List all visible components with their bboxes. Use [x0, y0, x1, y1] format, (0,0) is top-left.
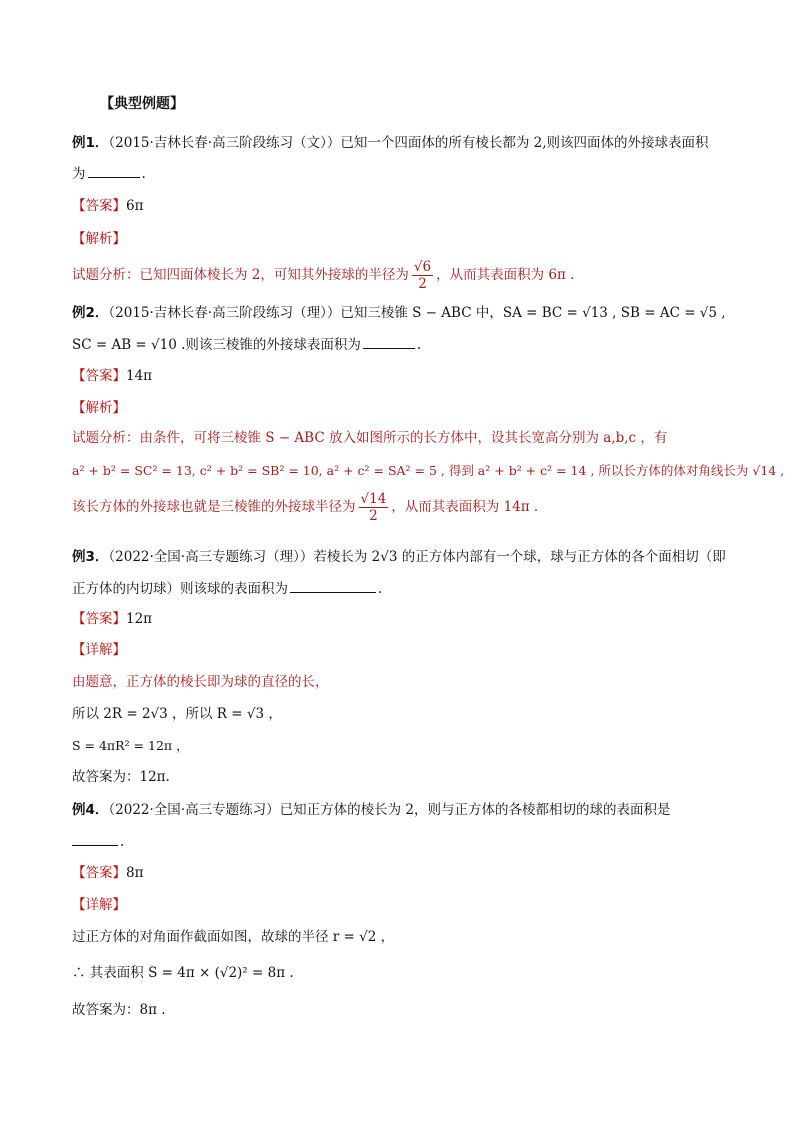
ex4-detail-line2: ∴ 其表面积 S = 4π × (√2)² = 8π .	[72, 965, 294, 981]
ex4-prefix: 例4．	[72, 802, 109, 818]
ex1-fraction	[412, 259, 433, 292]
detail-tag: 【详解】	[72, 897, 126, 913]
ex3-detail-line4: 故答案为：12π.	[72, 769, 170, 785]
answer-tag: 【答案】	[72, 198, 126, 214]
section-title: 【典型例题】	[100, 96, 184, 112]
ex3-answer: 12π	[126, 611, 153, 627]
ex1-question-line2	[72, 163, 146, 184]
ex1-analysis-tag-row	[72, 229, 126, 249]
detail-tag: 【详解】	[72, 642, 126, 658]
ex3-line1: （2022·全国·高三专题练习（理））若棱长为 2√3 的正方体内部有一个球，球与正方体的各个面相切（即	[108, 549, 726, 565]
ex1-line2-pre: 为	[72, 166, 86, 182]
ex4-detail-tag-row	[72, 895, 126, 915]
answer-tag: 【答案】	[72, 368, 126, 384]
answer-tag: 【答案】	[72, 611, 126, 627]
ex4-line2-post: .	[120, 834, 125, 850]
ex1-line1: （2015·吉林长春·高三阶段练习（文））已知一个四面体的所有棱长都为 2,则该四面体的外接球表面积	[108, 135, 709, 151]
ex3-detail-line3: S = 4πR² = 12π ，	[72, 738, 189, 753]
answer-tag: 【答案】	[72, 865, 126, 881]
answer-blank	[363, 334, 415, 349]
ex2-question-line1	[72, 303, 726, 323]
ex1-answer-row	[72, 196, 143, 216]
ex1-analysis-post: ，从而其表面积为 6π .	[436, 267, 575, 283]
ex1-analysis	[72, 258, 574, 292]
analysis-tag: 【解析】	[72, 400, 126, 416]
ex1-analysis-pre: 试题分析：已知四面体棱长为 2，可知其外接球的半径为	[72, 267, 409, 283]
ex1-answer: 6π	[126, 198, 144, 214]
ex2-analysis-line3-pre: 该长方体的外接球也就是三棱锥的外接球半径为	[72, 499, 356, 515]
ex2-line1: （2015·吉林长春·高三阶段练习（理））已知三棱锥 S − ABC 中，SA = BC = √13 , SB = AC = √5 ,	[108, 305, 726, 321]
ex3-question-line1	[72, 547, 726, 567]
ex3-detail-line2: 所以 2R = 2√3 ，所以 R = √3 ，	[72, 706, 282, 722]
analysis-tag: 【解析】	[72, 231, 126, 247]
ex3-line2-post: .	[378, 581, 383, 597]
ex3-answer-row	[72, 609, 152, 629]
ex4-answer: 8π	[126, 865, 144, 881]
ex2-analysis-line1: 试题分析：由条件，可将三棱锥 S − ABC 放入如图所示的长方体中，设其长宽高分别为 a,b,c ，有	[72, 430, 668, 446]
ex2-analysis-line2: a² + b² = SC² = 13, c² + b² = SB² = 10, a² + c² = SA² = 5 , 得到 a² + b² + c² = 14 , 所以长方体的体对角线长为 √14 ,	[72, 463, 785, 478]
ex1-question-line1	[72, 133, 709, 153]
ex4-detail-line1: 过正方体的对角面作截面如图，故球的半径 r = √2 ，	[72, 929, 395, 945]
ex2-frac-num: √14	[360, 491, 387, 507]
ex2-analysis-tag-row	[72, 398, 126, 418]
ex3-detail-tag-row	[72, 640, 126, 660]
ex4-line1: （2022·全国·高三专题练习）已知正方体的棱长为 2，则与正方体的各棱都相切的球的表面积是	[108, 802, 671, 818]
answer-blank	[88, 163, 140, 178]
ex2-line2-pre: SC = AB = √10 .则该三棱锥的外接球表面积为	[72, 337, 361, 353]
ex1-frac-num: √6	[413, 259, 432, 275]
ex2-frac-den: 2	[369, 508, 378, 524]
ex3-prefix: 例3．	[72, 549, 109, 565]
ex1-prefix: 例1．	[72, 135, 109, 151]
ex1-frac-den: 2	[418, 276, 427, 292]
ex2-line2-post: .	[416, 337, 422, 353]
ex2-prefix: 例2．	[72, 305, 109, 321]
answer-blank	[290, 578, 376, 593]
ex2-analysis-line3	[72, 490, 538, 524]
ex4-answer-row	[72, 863, 143, 883]
ex4-detail-line3: 故答案为：8π .	[72, 1002, 166, 1018]
ex2-answer: 14π	[126, 368, 153, 384]
ex3-line2-pre: 正方体的内切球）则该球的表面积为	[72, 581, 288, 597]
ex2-question-line2	[72, 334, 421, 355]
ex2-analysis-line3-post: ，从而其表面积为 14π .	[391, 499, 539, 515]
ex1-line2-post: .	[141, 166, 146, 182]
ex2-answer-row	[72, 366, 152, 386]
ex3-question-line2	[72, 578, 382, 599]
ex3-detail-line1: 由题意，正方体的棱长即为球的直径的长，	[72, 674, 329, 690]
ex4-question-line1	[72, 800, 670, 820]
ex2-fraction	[359, 491, 389, 524]
ex4-question-line2	[72, 831, 124, 852]
answer-blank	[72, 831, 118, 846]
